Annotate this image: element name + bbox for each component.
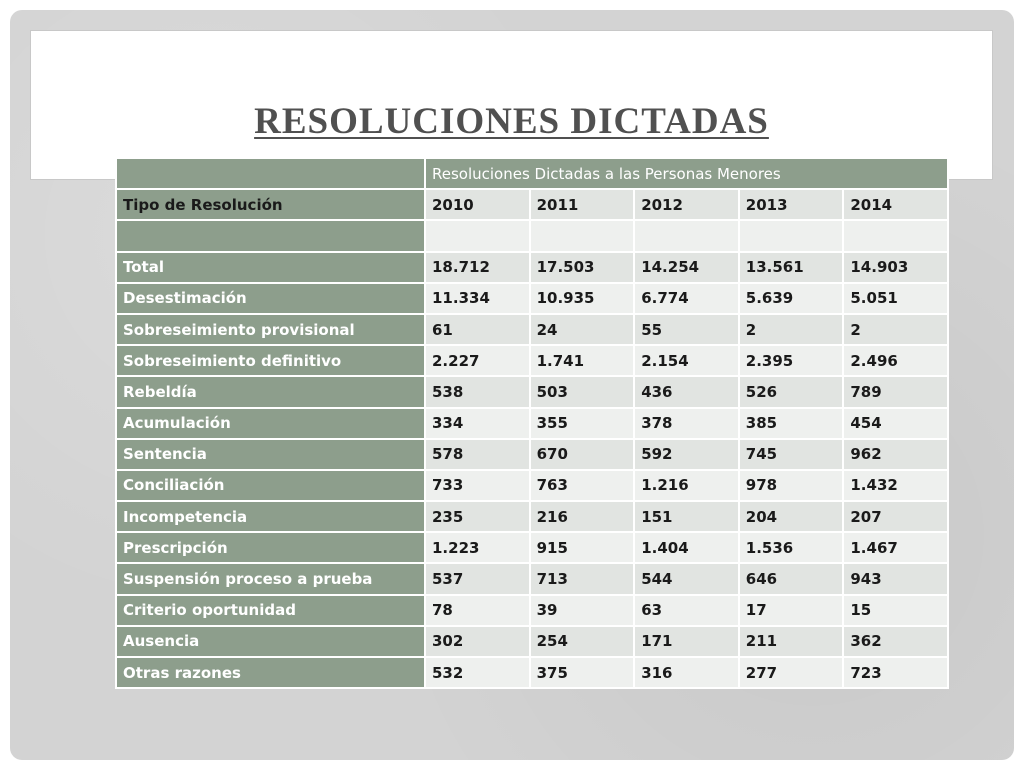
table-cell: 1.404 [634, 532, 739, 563]
table-cell: 1.741 [530, 345, 635, 376]
year-header: 2011 [530, 189, 635, 220]
row-label: Acumulación [116, 408, 425, 439]
table-cell: 171 [634, 626, 739, 657]
table-cell: 63 [634, 595, 739, 626]
row-label: Otras razones [116, 657, 425, 688]
table-cell: 6.774 [634, 283, 739, 314]
table-row [116, 626, 948, 657]
table-cell: 211 [739, 626, 844, 657]
row-label: Total [116, 252, 425, 283]
table-cell: 378 [634, 408, 739, 439]
year-header: 2013 [739, 189, 844, 220]
table-row [116, 314, 948, 345]
table-cell: 1.432 [843, 470, 948, 501]
row-label: Sobreseimiento provisional [116, 314, 425, 345]
table-cell: 2.395 [739, 345, 844, 376]
table-cell: 5.639 [739, 283, 844, 314]
resolutions-table [115, 157, 949, 689]
table-cell: 17.503 [530, 252, 635, 283]
table-cell: 943 [843, 563, 948, 594]
table-cell: 544 [634, 563, 739, 594]
table-cell: 2.154 [634, 345, 739, 376]
table-row [116, 252, 948, 283]
table-row [116, 657, 948, 688]
table-cell: 978 [739, 470, 844, 501]
table-cell: 277 [739, 657, 844, 688]
table-row [116, 563, 948, 594]
table-cell: 18.712 [425, 252, 530, 283]
table-cell: 254 [530, 626, 635, 657]
column-header-type: Tipo de Resolución [116, 189, 425, 220]
table-cell: 592 [634, 439, 739, 470]
table-cell: 2.227 [425, 345, 530, 376]
blank-cell [843, 220, 948, 251]
table-cell: 2.496 [843, 345, 948, 376]
year-header: 2012 [634, 189, 739, 220]
row-label: Ausencia [116, 626, 425, 657]
table-cell: 24 [530, 314, 635, 345]
table-cell: 13.561 [739, 252, 844, 283]
table-cell: 316 [634, 657, 739, 688]
table-cell: 14.254 [634, 252, 739, 283]
table-cell: 17 [739, 595, 844, 626]
table-row [116, 532, 948, 563]
table-cell: 61 [425, 314, 530, 345]
table-cell: 670 [530, 439, 635, 470]
table-cell: 1.536 [739, 532, 844, 563]
table-blank-row [116, 220, 948, 251]
year-header: 2014 [843, 189, 948, 220]
table-year-header-row [116, 189, 948, 220]
table-cell: 334 [425, 408, 530, 439]
table-group-header: Resoluciones Dictadas a las Personas Menores [425, 158, 948, 189]
table-cell: 915 [530, 532, 635, 563]
table-row [116, 595, 948, 626]
table-cell: 789 [843, 376, 948, 407]
row-label: Sentencia [116, 439, 425, 470]
table-cell: 745 [739, 439, 844, 470]
table-cell: 723 [843, 657, 948, 688]
slide [10, 10, 1014, 760]
table-cell: 55 [634, 314, 739, 345]
row-label: Sobreseimiento definitivo [116, 345, 425, 376]
table-row [116, 501, 948, 532]
table-cell: 436 [634, 376, 739, 407]
table-cell: 385 [739, 408, 844, 439]
table-cell: 235 [425, 501, 530, 532]
table-corner-cell [116, 158, 425, 189]
table-cell: 11.334 [425, 283, 530, 314]
table-cell: 1.223 [425, 532, 530, 563]
table-cell: 204 [739, 501, 844, 532]
row-label: Conciliación [116, 470, 425, 501]
blank-cell [425, 220, 530, 251]
table-cell: 733 [425, 470, 530, 501]
table-cell: 5.051 [843, 283, 948, 314]
table-cell: 538 [425, 376, 530, 407]
table-cell: 503 [530, 376, 635, 407]
table-row [116, 376, 948, 407]
blank-cell [530, 220, 635, 251]
table-cell: 962 [843, 439, 948, 470]
table-row [116, 439, 948, 470]
row-label: Suspensión proceso a prueba [116, 563, 425, 594]
table-row [116, 408, 948, 439]
table-row [116, 345, 948, 376]
table-cell: 78 [425, 595, 530, 626]
table-cell: 537 [425, 563, 530, 594]
table-cell: 2 [843, 314, 948, 345]
row-label: Prescripción [116, 532, 425, 563]
table-cell: 15 [843, 595, 948, 626]
table-cell: 207 [843, 501, 948, 532]
year-header: 2010 [425, 189, 530, 220]
table-cell: 2 [739, 314, 844, 345]
row-label: Criterio oportunidad [116, 595, 425, 626]
table-cell: 532 [425, 657, 530, 688]
blank-label-cell [116, 220, 425, 251]
blank-cell [634, 220, 739, 251]
table-cell: 302 [425, 626, 530, 657]
table-group-header-row [116, 158, 948, 189]
table-cell: 646 [739, 563, 844, 594]
table-row [116, 283, 948, 314]
table-cell: 1.216 [634, 470, 739, 501]
table-cell: 39 [530, 595, 635, 626]
table-cell: 10.935 [530, 283, 635, 314]
table-row [116, 470, 948, 501]
row-label: Incompetencia [116, 501, 425, 532]
table-cell: 763 [530, 470, 635, 501]
table-cell: 1.467 [843, 532, 948, 563]
table-cell: 526 [739, 376, 844, 407]
table-cell: 216 [530, 501, 635, 532]
table-cell: 713 [530, 563, 635, 594]
table-cell: 375 [530, 657, 635, 688]
table-cell: 14.903 [843, 252, 948, 283]
table-cell: 355 [530, 408, 635, 439]
table-cell: 151 [634, 501, 739, 532]
table-cell: 454 [843, 408, 948, 439]
table-cell: 362 [843, 626, 948, 657]
row-label: Desestimación [116, 283, 425, 314]
row-label: Rebeldía [116, 376, 425, 407]
table-cell: 578 [425, 439, 530, 470]
blank-cell [739, 220, 844, 251]
slide-title: RESOLUCIONES DICTADAS [254, 101, 769, 142]
